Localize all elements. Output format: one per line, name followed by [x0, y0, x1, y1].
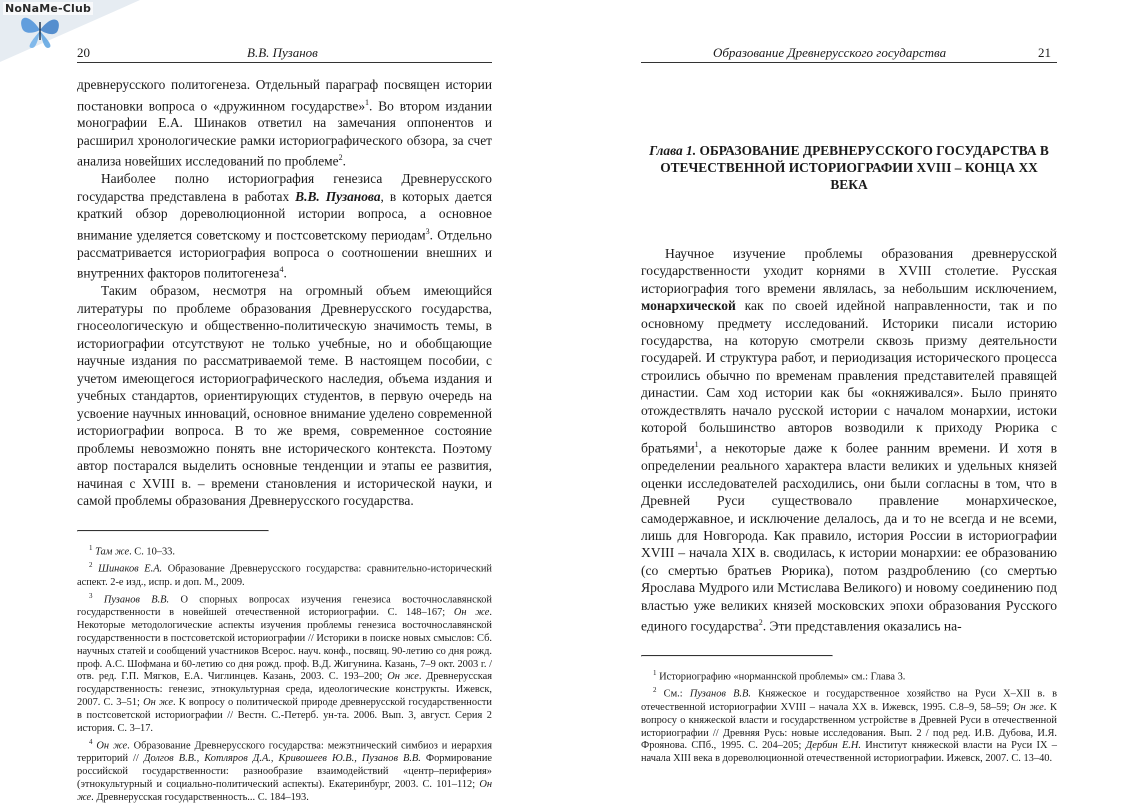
- text-run: . Во втором издании монографии Е.А. Шинаков ответил на замечания оппонентов и расширил хронологические рамки историографического обзора, за счет анализа новейших исследований по проблеме: [77, 97, 492, 169]
- text-run: Княжеское и государственное хозяйство на Руси X–XII в. в отечественной историографии XVIII – начала XX в. Ижевск, 1995. С.8–9, 58–59;: [641, 688, 1057, 713]
- paragraph: [77, 282, 492, 510]
- text-run: О спорных вопросах изучения генезиса восточнославянской государственности в новейшей отечественной историографии. С. 148–167;: [77, 594, 492, 618]
- text-run: . Эти представления оказались на-: [762, 618, 962, 634]
- page-number: 21: [1038, 45, 1051, 60]
- paragraph: [77, 76, 492, 170]
- text-run: [93, 594, 104, 605]
- footnote-ref: 3: [89, 591, 93, 600]
- footnote: [77, 559, 492, 589]
- footnote-ref: 1: [694, 440, 699, 450]
- running-header: [641, 44, 1057, 63]
- text-run: Он же: [453, 606, 490, 618]
- body-text: [77, 76, 492, 510]
- footnote-ref: 4: [279, 265, 284, 275]
- text-run: Он же: [77, 779, 492, 804]
- left-page: [77, 44, 492, 805]
- text-run: Он же: [96, 740, 128, 752]
- footnote: [641, 684, 1057, 766]
- footnote: [77, 542, 492, 559]
- footnote-ref: 2: [653, 686, 657, 695]
- text-run: . Отдельно рассматривается историография вопроса о соотношении внешних и внутренних факторов политогенеза: [77, 227, 493, 281]
- text-run: .: [283, 265, 287, 281]
- text-run: Долгов В.В., Котляров Д.А., Кривошеев Ю.В., Пузанов В.В.: [143, 753, 421, 765]
- footnote-rule: [641, 655, 833, 657]
- text-run: , в которых дается краткий обзор дореволюционной истории вопроса, а основное внимание уделяется советскому и постсоветскому периодам: [77, 188, 492, 243]
- butterfly-icon: [18, 10, 62, 50]
- text-run: . Некоторые методологические аспекты изучения проблемы генезиса восточнославянской государственности в постсоветской историографии // Историки в поиске новых смыслов: Сб. научных статей и сообщений участников Всерос. науч. конф., посвящ. 90-летию со дня рожд. проф. А.С. Шофмана и 60-летию со дня рожд. проф. В.Д. Жигунина. Казань, 7–9 окт. 2003 г. / отв. ред. Г.П. Мягков, Е.А. Чиглинцев. Казань, 2003. С. 193–200;: [77, 606, 493, 683]
- text-run: древнерусского политогенеза. Отдельный параграф посвящен истории постановки вопроса о «дружинном государстве»: [77, 77, 492, 113]
- footnote: [77, 590, 492, 736]
- chapter-title: [641, 142, 1057, 193]
- text-run: Шинаков Е.А.: [98, 563, 163, 575]
- footnote: [77, 736, 492, 805]
- text-run: Историографию «норманнской проблемы» см.: Глава 3.: [656, 671, 906, 683]
- body-text: [641, 245, 1057, 635]
- footnote-ref: 2: [89, 561, 93, 570]
- paragraph: [641, 245, 1057, 635]
- footnote-ref: 4: [89, 737, 93, 746]
- text-run: .: [342, 153, 346, 169]
- text-run: В.В. Пузанова: [295, 188, 381, 204]
- text-run: Формирование российской государственности: разнообразие взаимодействий «центр–периферия» (этнокультурный и социально-политический аспекты). Екатеринбург, 2003. С. 101–112;: [77, 753, 492, 791]
- text-run: как по своей идейной направленности, так и по основному предмету исследований. Историки писали историю государства, на которую смотрели сквозь призму деятельности государей. И структура работ, и периодизация исторического процесса строились обычно по временам правления представителей правящей династии. Сам ход истории как бы «окняживался». Было принято отождествлять начало русской истории с началом монархии, истоки которой большинство авторов возводили к приходу Рюрика с братьями: [641, 298, 1057, 456]
- running-header: [77, 44, 492, 63]
- text-run: Научное изучение проблемы образования древнерусской государственности уходит корнями в XVIII столетие. Русская историография того времени являлась, за небольшим исключением,: [641, 246, 1057, 296]
- text-run: Таким образом, несмотря на огромный объем имеющийся литературы по проблеме образования Древнерусского государства, гносеологическую и общественно-политическую значимость темы, в историографии отсутствуют не только учебные, но и обобщающие научные издания по рассматриваемой теме. В настоящем пособии, с учетом имеющегося историографического наследия, объема издания и учебных стандартов, ориентирующих студентов, в первую очередь на усвоение научных инноваций, основное внимание уделено современной историографии вопроса. В то же время, современное состояние проблемы невозможно понять вне исторического контекста. Поэтому автор постарался выделить основные тенденции и этапы ее развития, начиная с XVIII в. – времени становления и исторической науки, и самой проблемы образования Древнерусского государства.: [77, 283, 492, 509]
- text-run: . К вопросу о княжеской власти и государственном устройстве в Древней Руси в отечественной историографии // Древняя Русь: новые исследования. Вып. 2 / под ред. И.В. Дубова, И.Я. Фрояновa. СПб., 1995. С. 204–205;: [641, 701, 1057, 752]
- footnotes: [641, 667, 1057, 766]
- footnote: [641, 667, 1057, 684]
- running-title: Образование Древнерусского государства: [713, 45, 947, 60]
- text-run: Он же: [387, 671, 419, 683]
- text-run: монархической: [641, 298, 736, 314]
- page-number: 20: [77, 45, 90, 60]
- text-run: Дербин Е.Н.: [805, 740, 861, 752]
- footnote-ref: 1: [365, 97, 370, 107]
- text-run: . С. 10–33.: [129, 546, 175, 558]
- chapter-heading: ОБРАЗОВАНИЕ ДРЕВНЕРУССКОГО ГОСУДАРСТВА В ОТЕЧЕСТВЕННОЙ ИСТОРИОГРАФИИ XVIII – КОНЦА XX ВЕКА: [660, 143, 1049, 192]
- footnote-ref: 3: [425, 226, 430, 236]
- footnote-ref: 1: [89, 543, 93, 552]
- footnotes: [77, 542, 492, 805]
- paragraph: [77, 170, 492, 282]
- text-run: Образование Древнерусского государства: сравнительно-исторический аспект. 2-е изд., испр. и доп. М., 2009.: [77, 563, 492, 588]
- footnote-ref: 2: [338, 153, 343, 163]
- footnote-ref: 1: [653, 669, 657, 677]
- text-run: Пузанов В.В.: [689, 688, 751, 700]
- text-run: Он же: [1013, 701, 1044, 713]
- text-run: . К вопросу о политической природе древнерусской государственности в постсоветской историографии // Вестн. С.-Петерб. ун-та. 2006. Вып. 3, август. Серия 2 история. С. 3–17.: [77, 697, 492, 735]
- chapter-number: Глава 1.: [649, 143, 697, 158]
- text-run: . Древнерусская государственность: генезис, этнокультурная среда, идеологические конструкты. Ижевск, 2007. С. 3–51;: [77, 671, 492, 709]
- text-run: Наиболее полно историография генезиса Древнерусского государства представлена в работах: [77, 171, 492, 204]
- text-run: . Образование Древнерусского государства: межэтнический симбиоз и иерархия территорий //: [77, 740, 492, 765]
- watermark-text: NoNaMe-Club: [5, 2, 92, 15]
- footnote-rule: [77, 530, 269, 532]
- footnote-ref: 2: [758, 618, 763, 628]
- text-run: См.:: [656, 688, 690, 700]
- text-run: Он же: [143, 697, 174, 709]
- text-run: Там же: [95, 546, 130, 558]
- text-run: Пузанов В.В.: [103, 594, 170, 605]
- running-title: В.В. Пузанов: [247, 45, 318, 60]
- text-run: Институт княжеской власти на Руси IX – начала XIII века в дореволюционной отечественной историографии. Ижевск, 2007. С. 13–40.: [641, 740, 1057, 765]
- text-run: , а некоторые даже к более ранним времени. И хотя в определении реального характера власти великих и удельных князей оценки исследователей расходились, они были согласны в том, что в Древней Руси существовало правление монархическое, самодержавное, и исключение делалось, да и то не всегда и не всеми, лишь для Новгорода. Как правило, история России в историографии XVIII – начала XIX в. сводилась, к истории монархии: ее образованию (со смертью братьев Рюрика), потом раздроблению (со смертью Ярослава Мудрого или Мстислава Великого) и новому соединению под властью уже великих князей московских эпохи образования Русского единого государства: [641, 441, 1057, 634]
- right-page: [641, 44, 1057, 766]
- text-run: . Древнерусская государственность... С. 184–193.: [91, 792, 309, 804]
